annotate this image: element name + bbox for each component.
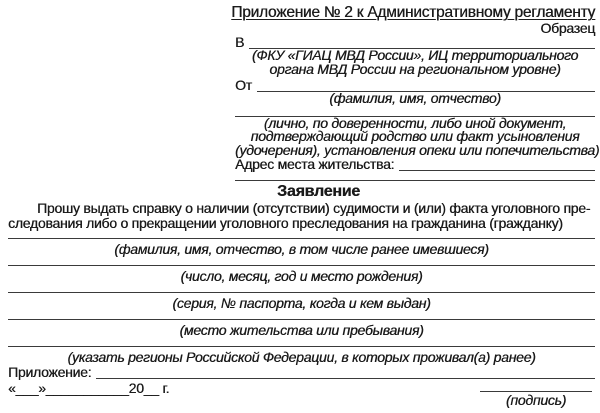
field-caption: (серия, № паспорта, когда и кем выдан) <box>172 294 431 311</box>
attachment-blank-line <box>96 378 595 379</box>
field-caption: (фамилия, имя, отчество, в том числе ранее имевшиеся) <box>114 240 489 257</box>
signature-block <box>480 381 592 408</box>
field-residence <box>8 319 595 337</box>
field-passport <box>8 292 595 310</box>
field-line <box>8 265 595 266</box>
date-blank: «___»___________20__ г. <box>8 379 170 396</box>
sample-label: Образец <box>540 20 595 36</box>
recipient-caption-line2: органа МВД России на региональном уровне) <box>269 60 561 77</box>
attachment-row <box>8 363 595 380</box>
request-paragraph-line2: следования либо о прекращении уголовного преследования на гражданина (гражданку) <box>8 214 563 231</box>
recipient-caption-line1: (ФКУ «ГИАЦ МВД России», ИЦ территориального <box>251 47 579 63</box>
address-blank-line-2 <box>235 180 595 181</box>
field-line <box>8 319 595 320</box>
authority-caption-line1: (лично, по доверенности, либо иной документ, <box>263 114 567 131</box>
page-title: Приложение № 2 к Административному регламенту <box>231 4 595 21</box>
field-caption: (указать регионы Российской Федерации, в которых проживал(а) ранее) <box>67 348 536 365</box>
field-line <box>8 292 595 293</box>
signature-line <box>480 381 592 392</box>
field-line <box>8 346 595 347</box>
authority-caption-line3: (удочерения), установления опеки или попечительства) <box>235 141 600 158</box>
request-paragraph <box>8 201 595 230</box>
addressee-block <box>235 34 600 181</box>
applicant-caption: (фамилия, имя, отчество) <box>329 90 501 106</box>
attachment-label: Приложение: <box>8 363 92 380</box>
address-blank-line <box>399 170 595 171</box>
authority-caption-line2: подтверждающий родство или факт усыновления <box>250 128 580 144</box>
request-paragraph-line1: Прошу выдать справку о наличии (отсутствии) судимости и (или) факта уголовного пре- <box>37 200 591 216</box>
fill-in-fields <box>8 238 595 364</box>
address-row <box>235 158 595 171</box>
field-caption: (число, месяц, год и место рождения) <box>180 267 423 284</box>
applicant-label: От <box>235 77 252 93</box>
recipient-label: В <box>235 34 245 50</box>
date-signature-row <box>8 381 595 408</box>
field-full-name <box>8 238 595 256</box>
signature-caption: (подпись) <box>505 391 567 408</box>
field-birth <box>8 265 595 283</box>
field-line <box>8 238 595 239</box>
address-label: Адрес места жительства: <box>235 156 395 172</box>
field-caption: (место жительства или пребывания) <box>179 321 424 338</box>
field-regions <box>8 346 595 364</box>
application-heading: Заявление <box>277 183 360 200</box>
